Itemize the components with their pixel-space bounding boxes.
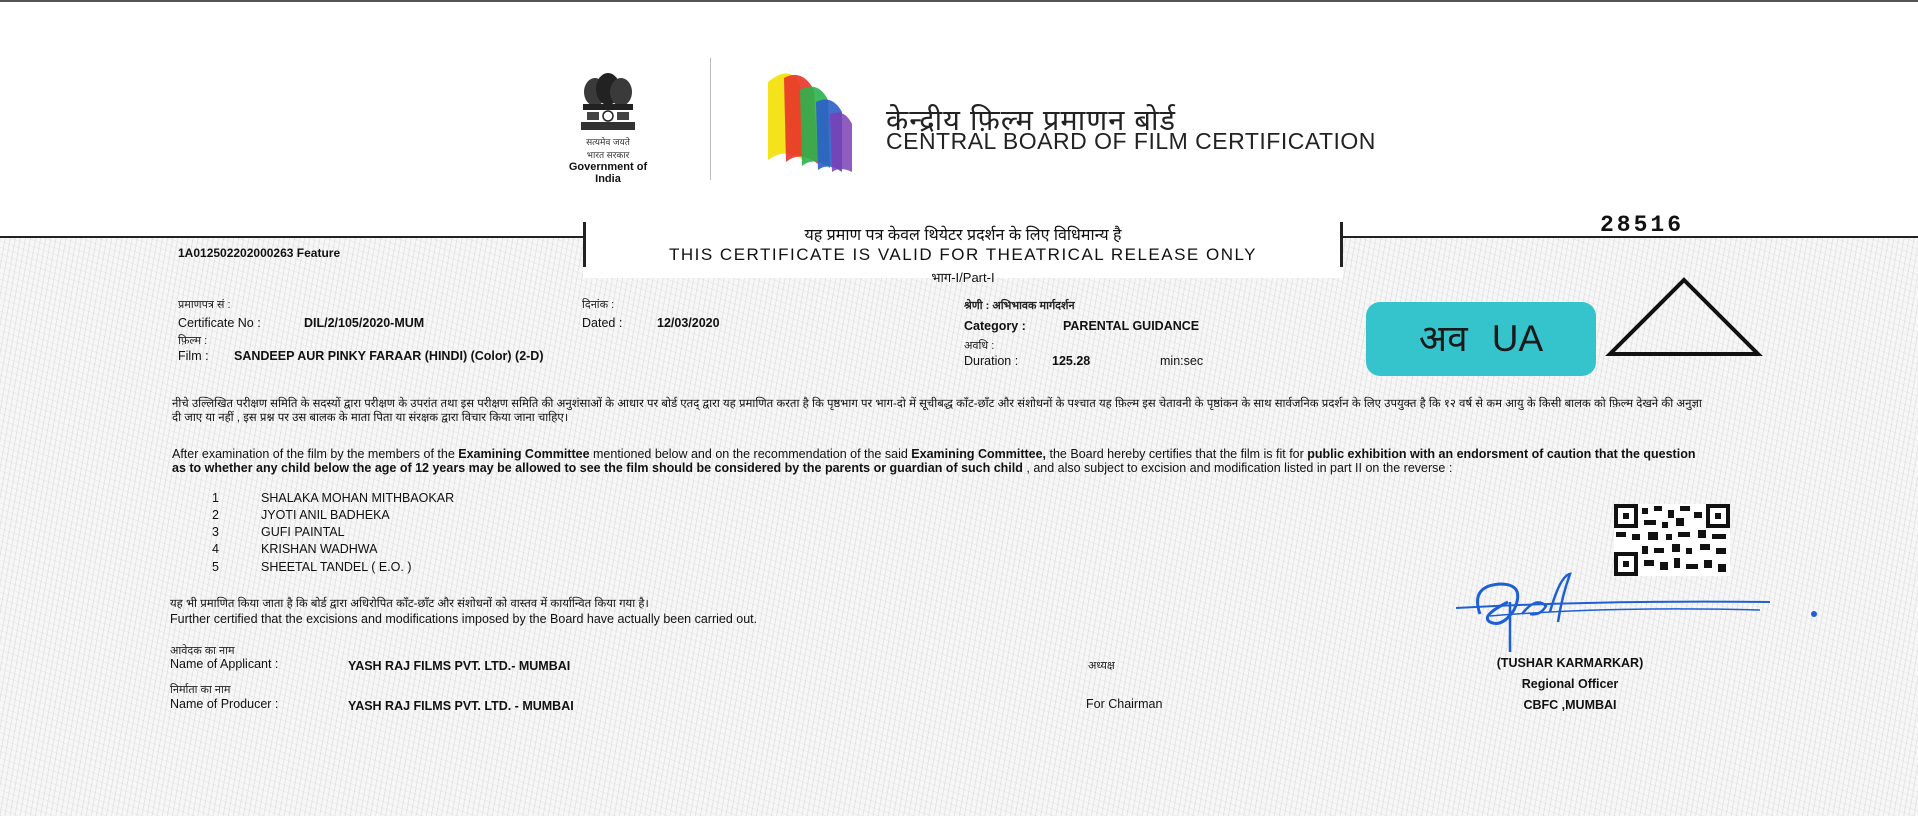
government-hindi: भारत सरकार: [586, 150, 630, 160]
applicant-label-hindi: आवेदक का नाम: [170, 645, 235, 657]
member-number: 5: [212, 560, 219, 574]
producer-label: Name of Producer :: [170, 697, 279, 711]
film-label: Film :: [178, 349, 209, 363]
member-number: 2: [212, 508, 219, 522]
cbfc-logo-icon: [760, 64, 870, 174]
member-name: JYOTI ANIL BADHEKA: [261, 508, 390, 522]
certificate-serial-number: 28516: [1600, 212, 1685, 238]
film-label-hindi: फ़िल्म :: [178, 335, 208, 347]
validity-english: THIS CERTIFICATE IS VALID FOR THEATRICAL RELEASE ONLY: [668, 245, 1258, 264]
dated-value: 12/03/2020: [657, 316, 720, 330]
cert-text-part: mentioned below and on the recommendation of the said: [589, 447, 912, 461]
board-name-english: CENTRAL BOARD OF FILM CERTIFICATION: [886, 128, 1376, 154]
lion-capital-icon: [573, 72, 643, 134]
officer-title: Regional Officer: [1521, 677, 1619, 691]
member-name: GUFI PAINTAL: [261, 525, 345, 539]
cert-no-label-hindi: प्रमाणपत्र सं :: [178, 299, 231, 311]
validity-banner: [583, 220, 1343, 285]
emblem-motto: सत्यमेव जयते: [586, 137, 630, 147]
cert-text-part: After examination of the film by the members of the: [172, 447, 459, 461]
dated-label-hindi: दिनांक :: [582, 299, 615, 311]
officer-name: (TUSHAR KARMARKAR): [1496, 656, 1644, 670]
certification-text-hindi: नीचे उल्लिखित परीक्षण समिति के सदस्यों द्वारा परीक्षण के उपरांत तथा इस परीक्षण समिति की अनुशंसाओं के आधार पर बोर्ड एतद् द्वारा यह प्रमाणित करता है कि पृष्ठभाग पर भाग-दो में सूचीबद्ध काँट-छाँट और संशोधनों के पश्चात यह फ़िल्म इस चेतावनी के पृष्ठांकन के साथ सार्वजनिक प्रदर्शन के लिए उपयुक्त है कि १२ वर्ष से कम आयु के किसी बालक को फ़िल्म देखने की अनुज्ञा दी जाए या नहीं , इस प्रश्न पर उस बालक के माता पिता या संरक्षक द्वारा विचार किया जाना चाहिए।: [172, 398, 1702, 424]
film-code: 1A012502202000263 Feature: [178, 246, 341, 260]
validity-bracket-left: [583, 222, 586, 267]
header-divider: [710, 58, 711, 180]
further-certified-hindi: यह भी प्रमाणित किया जाता है कि बोर्ड द्वारा अधिरोपित काँट-छाँट और संशोधनों को वास्तव में कार्यान्वित किया गया है।: [170, 598, 649, 610]
cert-text-bold: public exhibition with an endorsment of caution that the question as to whether any child below the age of 12 years may be allowed to see the film should be considered by the parents or guardian of such child: [172, 447, 1696, 475]
officer-office: CBFC ,MUMBAI: [1523, 698, 1617, 712]
dated-label: Dated :: [582, 316, 623, 330]
cert-text-part: , and also subject to excision and modification listed in part II on the reverse :: [1022, 460, 1453, 475]
certification-text-english: [172, 448, 1712, 475]
cert-text-bold: Examining Committee: [458, 447, 590, 461]
cert-text-bold: Examining Committee,: [911, 447, 1047, 461]
further-certified-english: Further certified that the excisions and modifications imposed by the Board have actually been carried out.: [170, 612, 758, 626]
member-number: 4: [212, 542, 219, 556]
film-title-value: SANDEEP AUR PINKY FARAAR (HINDI) (Color) (2-D): [234, 349, 544, 363]
validity-part: भाग-I/Part-I: [931, 270, 995, 285]
rating-triangle-icon: [1604, 276, 1764, 360]
cert-no-value: DIL/2/105/2020-MUM: [304, 316, 425, 330]
category-label-hindi: श्रेणी : अभिभावक मार्गदर्शन: [964, 300, 1075, 312]
member-number: 1: [212, 491, 219, 505]
duration-value: 125.28: [1052, 354, 1091, 368]
rating-english: UA: [1491, 318, 1544, 359]
category-value: PARENTAL GUIDANCE: [1063, 319, 1200, 333]
category-label: Category :: [964, 319, 1026, 333]
signature-icon: [1450, 566, 1820, 656]
producer-label-hindi: निर्माता का नाम: [170, 684, 231, 696]
board-name-hindi: केन्द्रीय फ़िल्म प्रमाणन बोर्ड: [886, 105, 1176, 137]
chairman-hindi: अध्यक्ष: [1088, 660, 1115, 672]
applicant-label: Name of Applicant :: [170, 657, 279, 671]
producer-value: YASH RAJ FILMS PVT. LTD. - MUMBAI: [348, 699, 574, 713]
member-name: SHEETAL TANDEL ( E.O. ): [261, 560, 412, 574]
duration-unit: min:sec: [1160, 354, 1204, 368]
cert-no-label: Certificate No :: [178, 316, 261, 330]
top-border: [0, 0, 1918, 2]
member-name: SHALAKA MOHAN MITHBAOKAR: [261, 491, 455, 505]
rating-badge: [1366, 302, 1596, 376]
validity-bracket-right: [1340, 222, 1343, 267]
validity-hindi: यह प्रमाण पत्र केवल थियेटर प्रदर्शन के लिए विधिमान्य है: [804, 227, 1122, 244]
header-rule-left: [0, 236, 583, 238]
applicant-value: YASH RAJ FILMS PVT. LTD.- MUMBAI: [348, 659, 571, 673]
member-number: 3: [212, 525, 219, 539]
for-chairman: For Chairman: [1086, 697, 1163, 711]
cert-text-part: the Board hereby certifies that the film is fit for: [1046, 447, 1308, 461]
rating-hindi: अव: [1418, 318, 1468, 359]
government-english: Government of India: [568, 161, 648, 185]
government-emblem: [566, 72, 650, 185]
duration-label-hindi: अवधि :: [964, 340, 995, 352]
duration-label: Duration :: [964, 354, 1019, 368]
member-name: KRISHAN WADHWA: [261, 542, 378, 556]
